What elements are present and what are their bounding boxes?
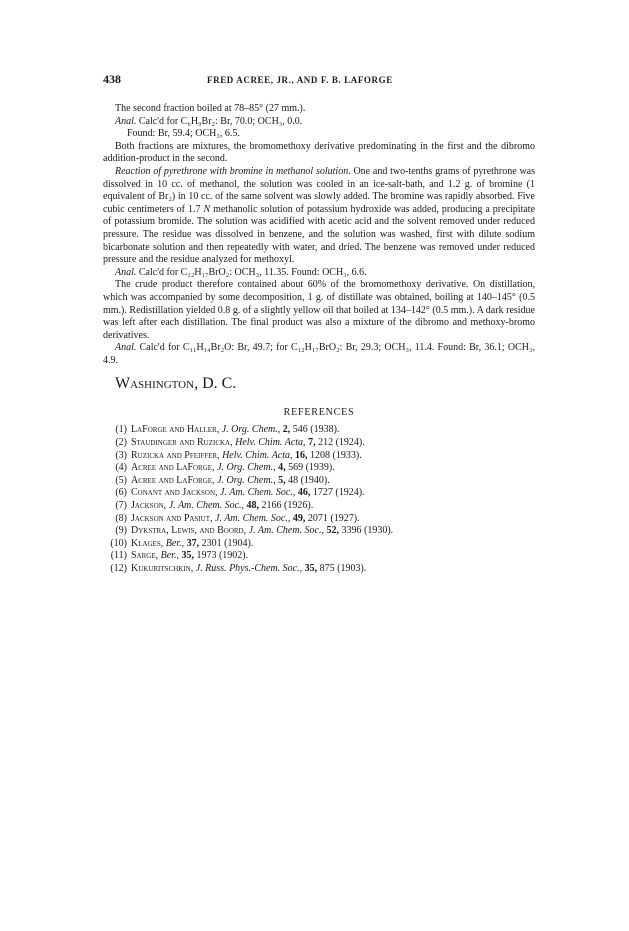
reference-authors: Acree and LaForge, [131,474,215,486]
reference-journal: J. Am. Chem. Soc., [248,525,324,537]
reference-item [103,525,535,538]
reference-number: (3) [115,449,127,461]
reference-number: (2) [115,437,127,449]
reference-number: (8) [115,512,127,524]
reference-number: (7) [115,500,127,512]
italic-text: Anal. [115,342,137,354]
reference-item [103,538,535,551]
reference-journal: J. Am. Chem. Soc., [215,512,291,524]
reference-item [103,475,535,488]
references-list [103,424,535,575]
reference-pages: 48 (1940). [288,474,330,486]
reference-volume: 49, [292,512,306,524]
paragraph [103,116,535,129]
reference-authors: Kukuritschkin, [131,563,194,574]
reference-pages: 1727 (1924). [312,487,365,499]
reference-journal: Ber., [165,537,185,549]
text-run: Calc'd for C₁₁H₁₄Br₂O: Br, 49.7; for C₁₂H₁₇BrO₂: Br, 29.3; OCH₃, 11.4. Found: Br, 36.1; OCH₃, 4.9. [103,342,535,366]
reference-journal: Ber., [160,550,179,562]
reference-pages: 212 (1924). [318,437,365,449]
reference-item [103,500,535,513]
reference-volume: 48, [246,500,260,512]
reference-volume: 35, [304,563,318,574]
reference-item [103,424,535,437]
body-text [103,103,535,367]
reference-authors: Staudinger and Ruzicka, [131,437,233,449]
reference-pages: 546 (1938). [292,424,340,436]
italic-text: Anal. [115,115,137,127]
reference-item [103,487,535,500]
reference-authors: LaForge and Haller, [131,424,220,436]
reference-journal: J. Org. Chem., [217,462,276,474]
reference-volume: 4, [278,462,286,474]
paragraph [103,103,535,116]
reference-item [103,513,535,526]
text-run: methanolic solution of potassium hydroxide was added, producing a precipitate of potassium bromide. The solution was acidified with acetic acid and the solvent removed under reduced pressure. The residue was dissolved in benzene, and the solution was washed, first with dilute sodium bicarbonate solution and then repeatedly with water, and dried. The benzene was removed under reduced pressure and the residue analyzed for methoxyl. [103,203,536,266]
page-number: 438 [103,72,121,86]
reference-pages: 2301 (1904). [201,537,254,549]
text-run: The crude product therefore contained about 60% of the bromomethoxy derivative. On distillation, which was accompanied by some decomposition, 1 g. of distillate was obtained, boiling at 140–145° (0.5 mm.). Redistillation yielded 0.8 g. of a slightly yellow oil that boiled at 134–142° (0.5 mm.). A dark residue was left after each distillation. The final product was also a mixture of the dibromo and methoxy-bromo derivatives. [103,279,535,341]
reference-item [103,437,535,450]
reference-volume: 46, [297,487,311,499]
text-run: Calc'd for C₁₂H₁₇BrO₂: OCH₃, 11.35. Found: OCH₃, 6.6. [136,266,367,278]
reference-journal: J. Russ. Phys.-Chem. Soc., [195,563,303,574]
reference-item [103,450,535,463]
reference-authors: Acree and LaForge, [131,462,215,474]
italic-text: Reaction of pyrethrone with bromine in methanol solution. [115,165,351,177]
reference-authors: Jackson and Pasiut, [131,512,213,524]
reference-number: (12) [110,563,127,574]
reference-pages: 2166 (1926). [261,500,314,512]
reference-number: (10) [110,537,127,549]
reference-volume: 5, [278,474,286,486]
running-head: FRED ACREE, JR., AND F. B. LAFORGE [207,75,393,85]
paragraph [103,141,535,166]
italic-text: Anal. [115,266,137,278]
reference-number: (5) [115,474,127,486]
text-run: Calc'd for C₆H₉Br₂: Br, 70.0; OCH₃, 0.0. [136,115,303,127]
paragraph [103,342,535,367]
reference-number: (11) [110,550,127,562]
reference-journal: J. Org. Chem., [217,474,276,486]
reference-journal: J. Org. Chem., [221,424,281,436]
italic-text: N [203,203,211,215]
paragraph [103,279,535,342]
text-run: One and two-tenths grams of pyrethrone was dissolved in 10 cc. of methanol, the solution was cooled in an ice-salt-bath, and 1.2 g. of bromine (1 equivalent of Br₂) in 10 cc. of the same solvent was slowly added. The bromine was rapidly absorbed. Five cubic centimeters of 1.7 [103,165,535,215]
text-run: Found: Br, 59.4; OCH₃, 6.5. [127,128,240,140]
reference-volume: 52, [326,525,339,537]
paragraph [103,166,535,267]
reference-authors: Ruzicka and Pfeiffer, [131,449,220,461]
reference-number: (4) [115,462,127,474]
references-heading: REFERENCES [283,407,355,419]
reference-authors: Conant and Jackson, [131,487,218,499]
affiliation-place: Washington, D. C. [115,375,237,393]
page [103,72,535,576]
reference-pages: 1973 (1902). [196,550,249,562]
reference-authors: Klages, [131,537,164,549]
reference-journal: J. Am. Chem. Soc., [168,500,245,512]
reference-authors: Sarge, [131,550,159,562]
paragraph [103,128,535,141]
reference-item [103,563,535,576]
reference-pages: 875 (1903). [319,563,367,574]
reference-pages: 569 (1939). [288,462,335,474]
reference-journal: J. Am. Chem. Soc., [220,487,296,499]
reference-pages: 2071 (1927). [307,512,360,524]
reference-volume: 16, [295,449,308,461]
reference-journal: Helv. Chim. Acta, [222,449,293,461]
text-run: Both fractions are mixtures, the bromomethoxy derivative predominating in the first and the dibromo addition-product in the second. [103,140,535,165]
reference-item [103,462,535,475]
reference-number: (1) [115,424,127,436]
reference-volume: 37, [186,537,200,549]
reference-volume: 35, [181,550,194,562]
reference-pages: 3396 (1930). [341,525,394,537]
reference-pages: 1208 (1933). [310,449,362,461]
reference-volume: 2, [282,424,291,436]
reference-number: (6) [115,487,127,499]
reference-journal: Helv. Chim. Acta, [235,437,306,449]
reference-number: (9) [115,525,127,537]
reference-authors: Dykstra, Lewis, and Boord, [131,525,247,537]
reference-item [103,550,535,563]
text-run: The second fraction boiled at 78–85° (27 mm.). [115,103,306,114]
page-header [103,72,535,90]
paragraph [103,267,535,280]
reference-authors: Jackson, [131,500,167,512]
reference-volume: 7, [308,437,316,449]
